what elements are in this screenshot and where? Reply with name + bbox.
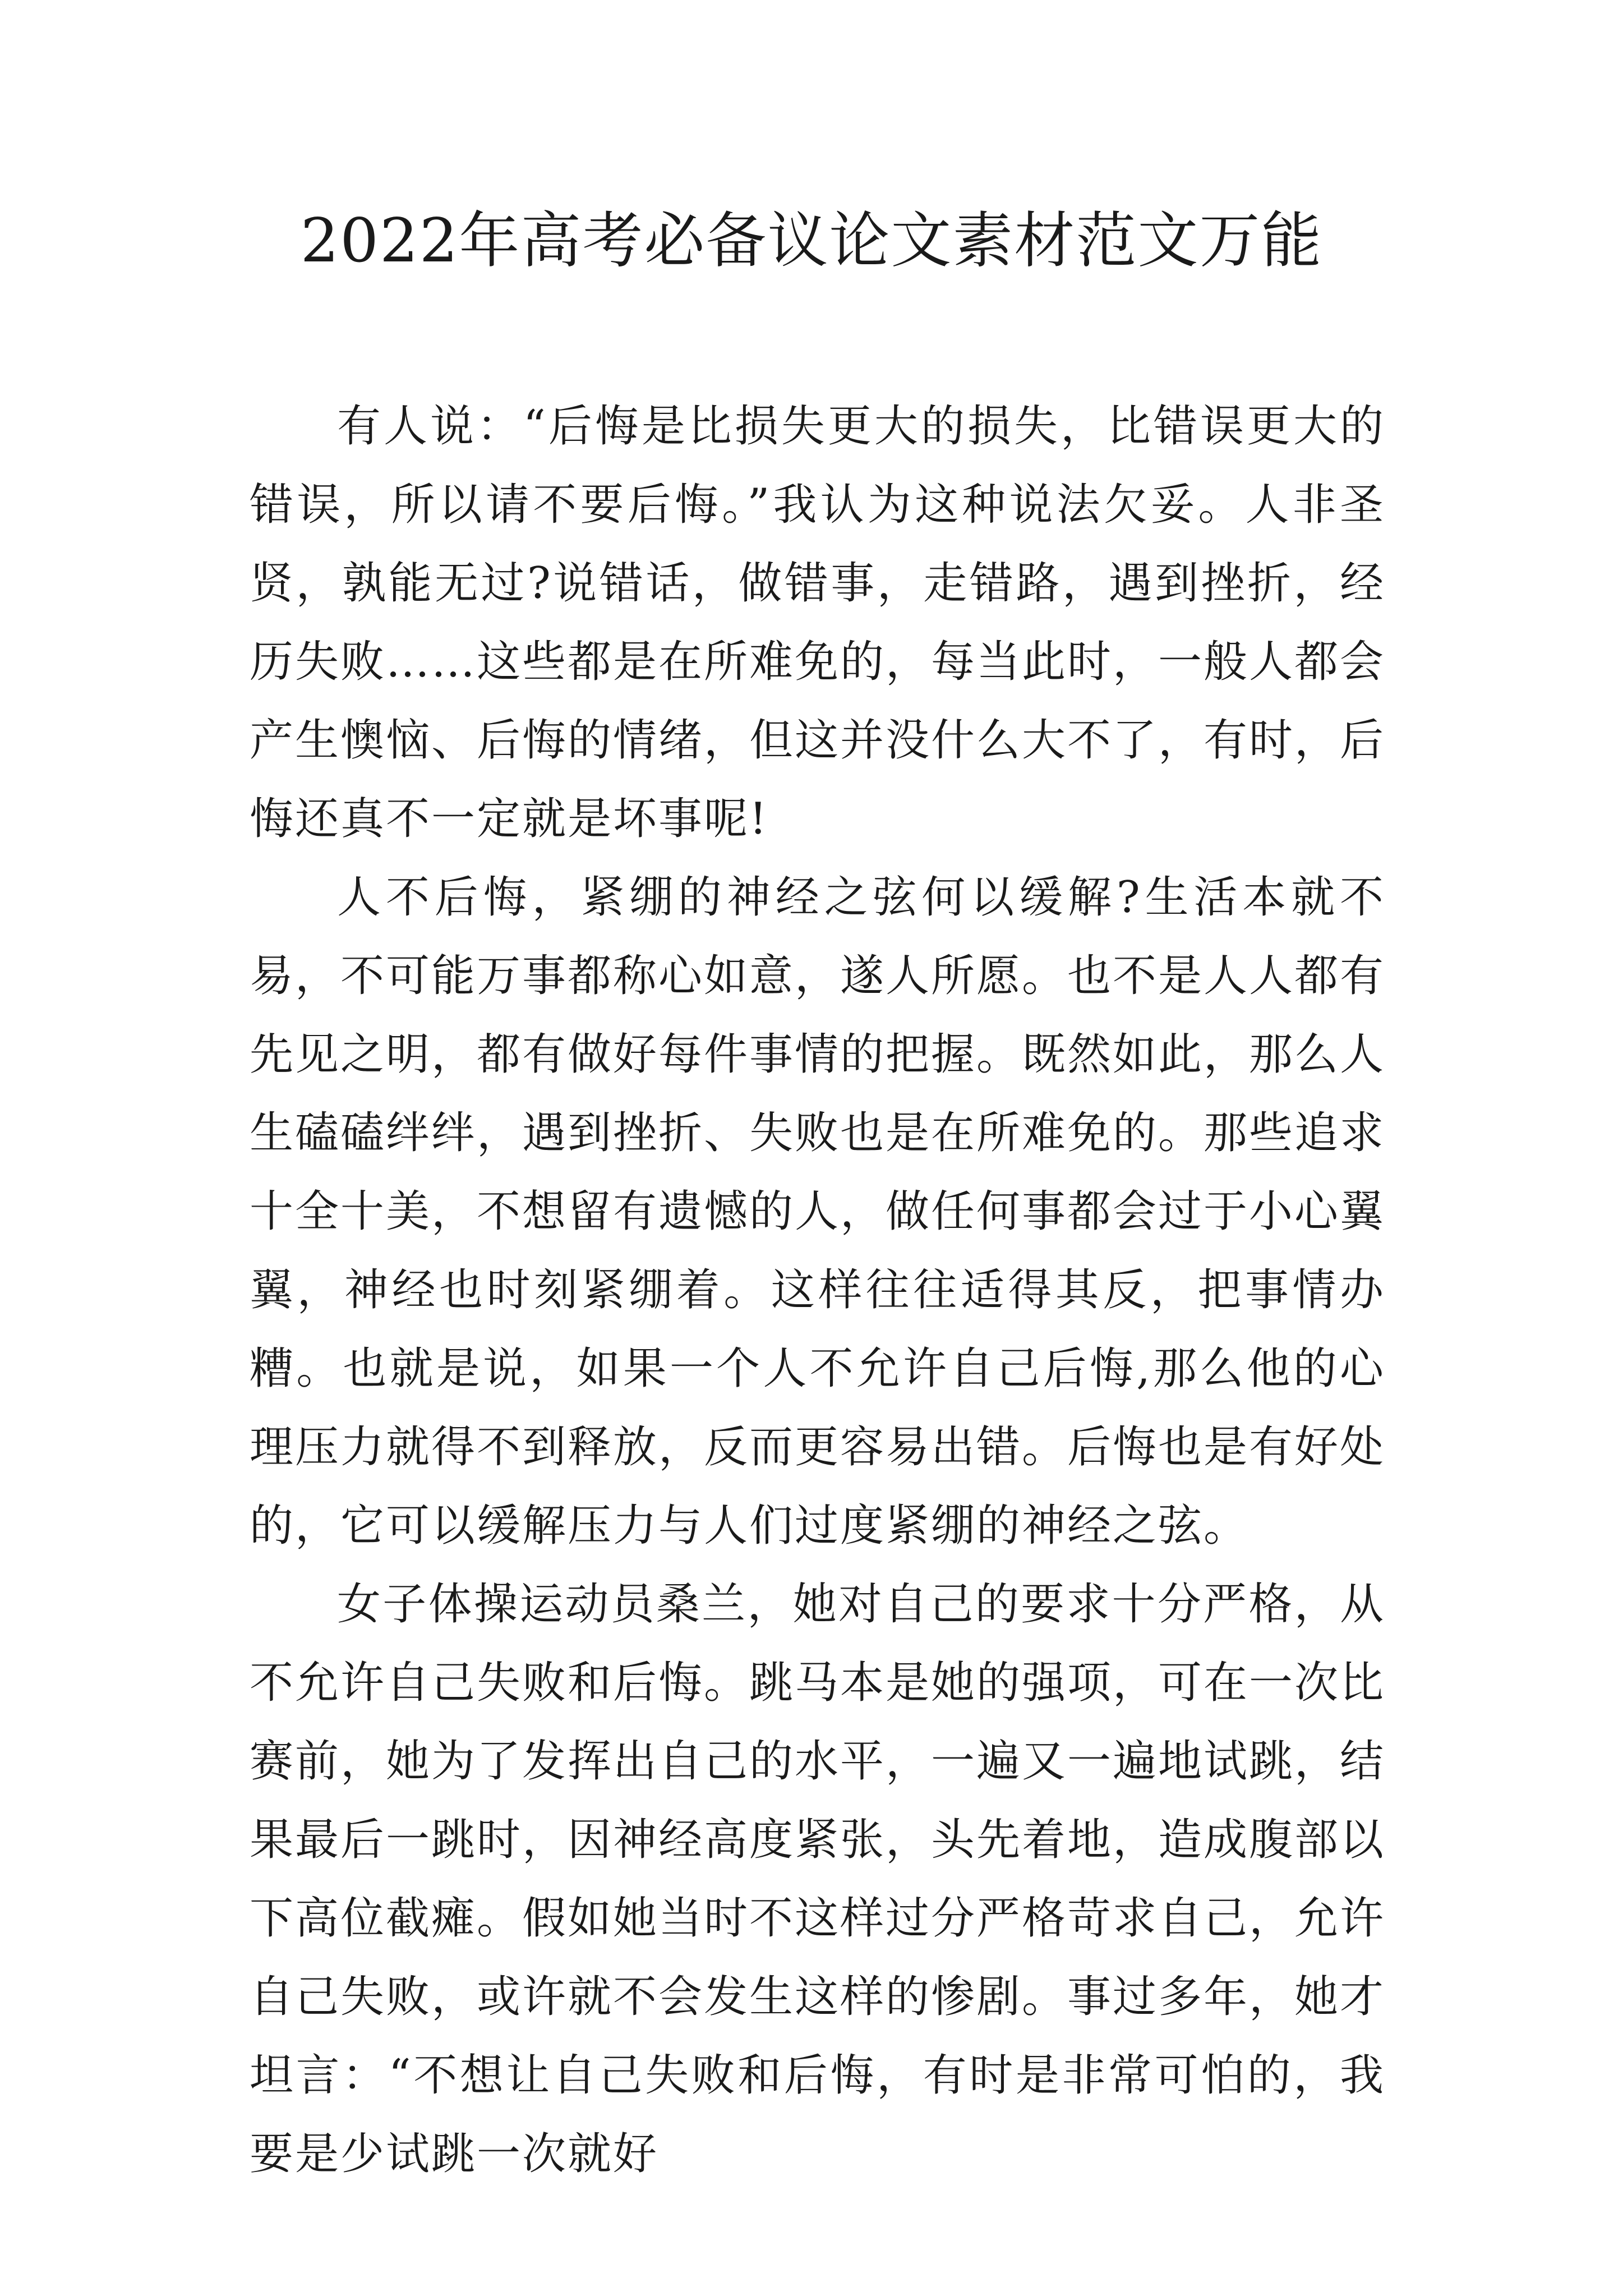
paragraph-1: 有人说：“后悔是比损失更大的损失，比错误更大的错误，所以请不要后悔。”我认为这种说法欠妥。人非圣贤，孰能无过?说错话，做错事，走错路，遇到挫折，经历失败……这些都是在所难免的，每当此时，一般人都会产生懊恼、后悔的情绪，但这并没什么大不了，有时，后悔还真不一定就是坏事呢!	[250, 401, 1386, 844]
document-body	[250, 387, 1385, 2193]
paragraph-3: 女子体操运动员桑兰，她对自己的要求十分严格，从不允许自己失败和后悔。跳马本是她的强项，可在一次比赛前，她为了发挥出自己的水平，一遍又一遍地试跳，结果最后一跳时，因神经高度紧张，头先着地，造成腹部以下高位截瘫。假如她当时不这样过分严格苛求自己，允许自己失败，或许就不会发生这样的惨剧。事过多年，她才坦言：“不想让自己失败和后悔，有时是非常可怕的，我要是少试跳一次就好	[250, 1579, 1386, 2179]
document-title: 2022年高考必备议论文素材范文万能	[300, 206, 1323, 276]
paragraph-2: 人不后悔，紧绷的神经之弦何以缓解?生活本就不易，不可能万事都称心如意，遂人所愿。也不是人人都有先见之明，都有做好每件事情的把握。既然如此，那么人生磕磕绊绊，遇到挫折、失败也是在所难免的。那些追求十全十美，不想留有遗憾的人，做任何事都会过于小心翼翼，神经也时刻紧绷着。这样往往适得其反，把事情办糟。也就是说，如果一个人不允许自己后悔,那么他的心理压力就得不到释放，反而更容易出错。后悔也是有好处的，它可以缓解压力与人们过度紧绷的神经之弦。	[250, 872, 1386, 1551]
